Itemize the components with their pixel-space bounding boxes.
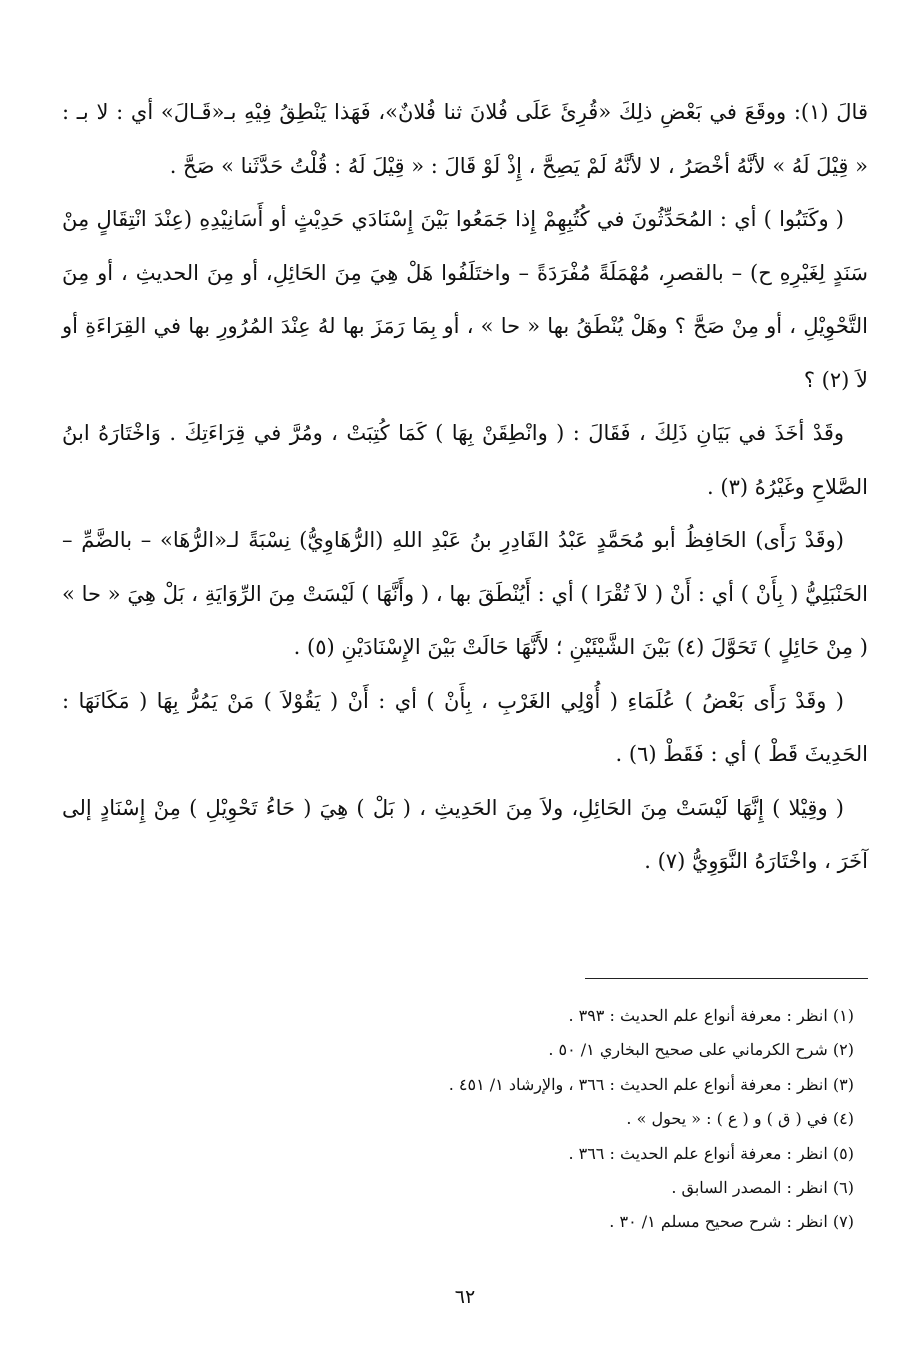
page-number: ٦٢ bbox=[454, 1286, 476, 1308]
footnote-3: (٣) انظر : معرفة أنواع علم الحديث : ٣٦٦ ، والإرشاد ١/ ٤٥١ . bbox=[448, 1074, 854, 1094]
main-text bbox=[62, 86, 868, 889]
footnotes-list bbox=[74, 999, 854, 1240]
document-page bbox=[62, 86, 868, 1336]
footnote-1: (١) انظر : معرفة أنواع علم الحديث : ٣٩٣ . bbox=[568, 1006, 854, 1025]
paragraph-2: ( وكَتَبُوا ) أي : المُحَدِّثُونَ في كُتُبِهِمْ إِذا جَمَعُوا بَيْنَ إِسْنَادَي حَدِيْثٍ أو أَسَانِيْدِهِ (عِنْدَ انْتِقَالٍ مِنْ سَنَدٍ لِغَيْرِهِ ح) – بالقصرِ، مُهْمَلَةً مُفْرَدَةً – واختَلَفُوا هَلْ هِيَ مِنَ الحَائِلِ، أو مِنَ الحديثِ ، أو مِنَ التَّحْوِيْلِ ، أو مِنْ صَحَّ ؟ وهَلْ يُنْطَقُ بها « حا » ، أو بِمَا رَمَزَ بها لهُ عِنْدَ المُرُورِ بها في القِرَاءَةِ أو لاَ (٢) ؟ bbox=[62, 207, 868, 392]
paragraph-4: (وقَدْ رَأَى) الحَافِظُ أبو مُحَمَّدٍ عَبْدُ القَادِرِ بنُ عَبْدِ اللهِ (الرُّهَاوِيُّ) نِسْبَةً لـ«الرُّهَا» – بالضَّمِّ – الحَنْبَلِيُّ ( بِأَنْ ) أي : أَنْ ( لاَ تُقْرَا ) أي : أَيُنْطَقَ بها ، ( وأَنَّهَا ) لَيْسَتْ مِنَ الرِّوَايَةِ ، بَلْ هِيَ « حا » ( مِنْ حَائِلٍ ) تَحَوَّلَ (٤) بَيْنَ الشَّيْئَيْنِ ؛ لأَنَّهَا حَالَتْ بَيْنَ الإِسْنَادَيْنِ (٥) . bbox=[62, 528, 868, 659]
footnote-6: (٦) انظر : المصدر السابق . bbox=[671, 1178, 854, 1198]
footnote-5: (٥) انظر : معرفة أنواع علم الحديث : ٣٦٦ . bbox=[568, 1143, 854, 1163]
paragraph-5: ( وقَدْ رَأَى بَعْضُ ) عُلَمَاءِ ( أُوْلِي الغَرْبِ ، بِأَنْ ) أي : أَنْ ( يَقُوْلاَ ) مَنْ يَمُرُّ بِهَا ( مَكَانَهَا : الحَدِيثَ قَطْ ) أي : فَقَطْ (٦) . bbox=[62, 688, 868, 766]
footnote-2: (٢) شرح الكرماني على صحيح البخاري ١/ ٥٠ . bbox=[548, 1040, 854, 1060]
footnote-7: (٧) انظر : شرح صحيح مسلم ١/ ٣٠ . bbox=[609, 1212, 854, 1232]
footnote-4: (٤) في ( ق ) و ( ع ) : « يحول » . bbox=[626, 1109, 854, 1129]
paragraph-3: وقَدْ أخَذَ في بَيَانِ ذَلِكَ ، فَقَالَ : ( وانْطِقَنْ بِهَا ) كَمَا كُتِبَتْ ، ومُرَّ في قِرَاءَتِكَ . وَاخْتَارَهُ ابنُ الصَّلاحِ وغَيْرُهُ (٣) . bbox=[62, 421, 868, 499]
paragraph-1: قالَ (١): ووقَعَ في بَعْضِ ذلِكَ «قُرِئَ عَلَى فُلانَ ثنا فُلانٌ»، فَهَذا يَنْطِقُ فِيْهِ بـ«قَـالَ» أي : لا بـ : « قِيْلَ لَهُ » لأنَّهُ أخْصَرُ ، لا لأنَّهُ لَمْ يَصِحَّ ، إِذْ لَوْ قَالَ : « قِيْلَ لَهُ : قُلْتُ حَدَّثَنا » صَحَّ . bbox=[62, 100, 868, 178]
paragraph-6: ( وقِيْلا ) إِنَّهَا لَيْسَتْ مِنَ الحَائِلِ، ولاَ مِنَ الحَدِيثِ ، ( بَلْ ) هِيَ ( حَاءُ تَحْوِيْلِ ) مِنْ إِسْنَادٍ إلى آخَرَ ، واخْتَارَهُ النَّوَوِيُّ (٧) . bbox=[62, 795, 868, 873]
footnote-separator bbox=[585, 978, 868, 979]
